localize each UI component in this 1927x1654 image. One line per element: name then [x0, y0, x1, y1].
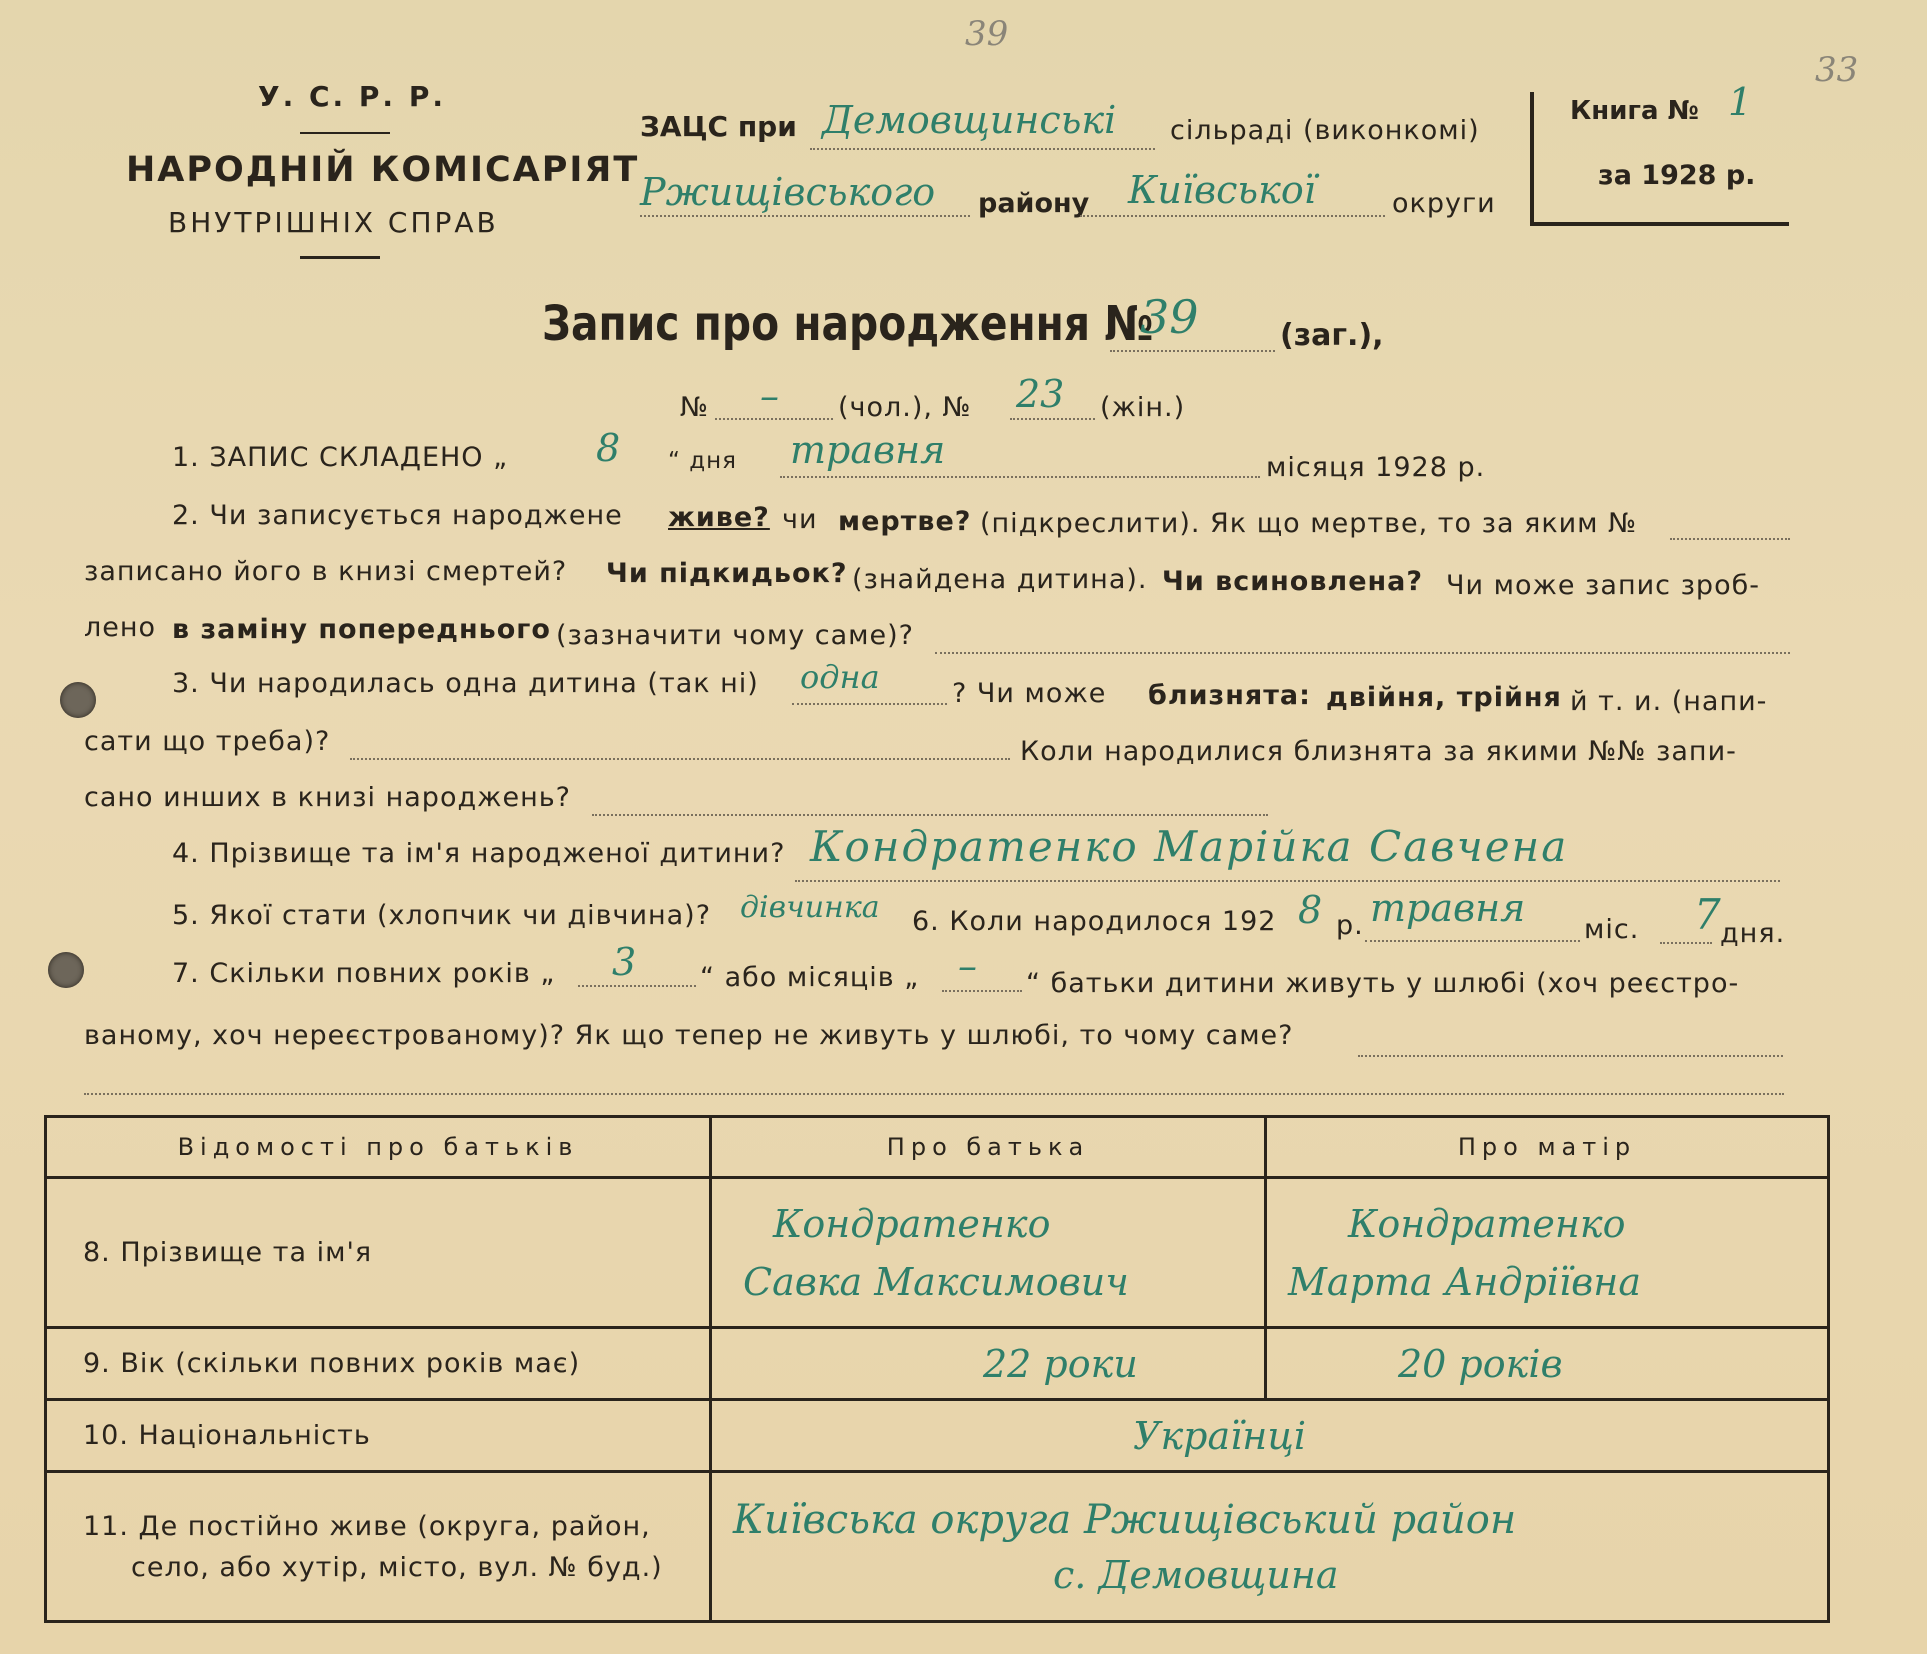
- pencil-number-corner: 33: [1815, 50, 1859, 90]
- q3-line1b: ? Чи може: [952, 678, 1107, 709]
- dotted-line: [1660, 942, 1712, 944]
- dotted-line: [1670, 538, 1790, 540]
- dotted-line: [1365, 940, 1580, 942]
- q7-years: 3: [612, 940, 637, 984]
- book-number: 1: [1728, 80, 1753, 124]
- nationality-value: Українці: [1133, 1413, 1306, 1458]
- dotted-line: [1110, 350, 1275, 352]
- zags-village: Демовщинські: [822, 98, 1117, 142]
- q2-line2b: (знайдена дитина).: [852, 564, 1148, 595]
- dotted-line: [792, 703, 947, 705]
- q3-line1c: й т. и. (напи-: [1570, 686, 1768, 717]
- mother-name-cell: [1266, 1178, 1829, 1328]
- dotted-line: [1358, 1055, 1783, 1057]
- q2-line1b: (підкреслити). Як що мертве, то за яким №: [980, 508, 1638, 539]
- dotted-line: [795, 880, 1780, 882]
- dotted-line: [1010, 418, 1095, 420]
- q2-or: чи: [782, 504, 818, 535]
- q4-label: 4. Прізвище та ім'я народженої дитини?: [172, 838, 786, 869]
- dotted-line: [810, 148, 1155, 150]
- q2-replacement: в заміну попереднього: [172, 614, 551, 645]
- dotted-line: [715, 418, 833, 420]
- row-label-residence: [46, 1472, 711, 1622]
- okrug-value: Київської: [1128, 168, 1316, 212]
- mother-age: [1266, 1328, 1829, 1400]
- female-suffix: (жін.): [1100, 392, 1186, 423]
- q2-dead: мертве?: [838, 506, 972, 537]
- q2-line1a: 2. Чи записується народжене: [172, 500, 623, 531]
- book-year: за 1928 р.: [1598, 160, 1756, 191]
- q3-line2a: сати що треба)?: [84, 726, 331, 757]
- q2-alive: живе?: [668, 502, 770, 533]
- header-parents-info: Відомості про батьків: [46, 1117, 711, 1178]
- dotted-line: [640, 215, 970, 217]
- q1-day-label: “ дня: [668, 448, 738, 474]
- dotted-line: [350, 758, 1010, 760]
- q1-label: 1. ЗАПИС СКЛАДЕНО „: [172, 442, 509, 473]
- book-label: Книга №: [1570, 96, 1699, 126]
- q4-value: Кондратенко Марійка Савчена: [810, 822, 1569, 871]
- table-row: [46, 1400, 1829, 1472]
- residence-value-line1: Київська округа Ржищівський район: [733, 1496, 1517, 1543]
- dotted-line: [942, 990, 1022, 992]
- q6-month: травня: [1370, 886, 1526, 930]
- zags-prefix: ЗАЦС при: [640, 110, 797, 143]
- q3-line1a: 3. Чи народилась одна дитина (так ні): [172, 668, 759, 699]
- department-heading: ВНУТРІШНІХ СПРАВ: [168, 206, 499, 239]
- q3-double: двійня, трійня: [1326, 682, 1562, 713]
- q6-label: 6. Коли народилося 192: [912, 906, 1277, 937]
- father-name-cell: [711, 1178, 1266, 1328]
- residence-value-line2: с. Демовщина: [1053, 1552, 1339, 1597]
- row-label-age: 9. Вік (скільки повних років має): [46, 1328, 711, 1400]
- female-value: 23: [1016, 372, 1065, 416]
- q6-month-suffix: міс.: [1584, 914, 1640, 945]
- dotted-line: [1080, 215, 1385, 217]
- male-suffix: (чол.), №: [838, 392, 972, 423]
- mother-given-name: Марта Андріївна: [1288, 1259, 1641, 1304]
- q2-foundling: Чи підкидьок?: [606, 558, 848, 589]
- commissariat-heading: НАРОДНІЙ КОМІСАРІЯТ: [126, 150, 640, 190]
- q7-line1a: 7. Скільки повних років „: [172, 958, 556, 989]
- residence-label-line2: село, або хутір, місто, вул. № буд.): [131, 1551, 663, 1583]
- q2-line3b: (зазначити чому саме)?: [556, 620, 914, 651]
- q7-line1b: “ або місяців „: [700, 962, 920, 993]
- header-mother: Про матір: [1266, 1117, 1829, 1178]
- q1-suffix: місяця 1928 р.: [1266, 452, 1486, 483]
- record-title: Запис про народження №: [542, 296, 1154, 352]
- male-label: №: [680, 392, 710, 423]
- dotted-line: [578, 985, 696, 987]
- father-age-value: 22 роки: [983, 1341, 1138, 1386]
- parents-table: [44, 1115, 1830, 1623]
- mother-age-value: 20 років: [1398, 1341, 1563, 1386]
- table-row: [46, 1178, 1829, 1328]
- q7-months: –: [958, 944, 977, 988]
- q2-adopted: Чи всиновлена?: [1162, 566, 1424, 597]
- dotted-line: [780, 476, 1260, 478]
- q6-year-suffix: р.: [1336, 910, 1364, 941]
- residence-label-line1: 11. Де постійно живе (округа, район,: [83, 1510, 651, 1542]
- residence-cell: [711, 1472, 1829, 1622]
- q2-line2c: Чи може запис зроб-: [1446, 570, 1760, 601]
- q5-value: дівчинка: [740, 890, 880, 925]
- table-row: [46, 1472, 1829, 1622]
- q5-label: 5. Якої стати (хлопчик чи дівчина)?: [172, 900, 712, 931]
- q3-value: одна: [800, 658, 880, 696]
- q2-line2a: записано його в книзі смертей?: [84, 556, 568, 587]
- country-heading: У. С. Р. Р.: [258, 80, 446, 113]
- record-general: (заг.),: [1280, 318, 1384, 353]
- zags-suffix: сільраді (виконкомі): [1170, 115, 1480, 146]
- father-age: [711, 1328, 1266, 1400]
- header-father: Про батька: [711, 1117, 1266, 1178]
- father-given-name: Савка Максимович: [743, 1259, 1129, 1304]
- divider: [300, 256, 380, 259]
- row-label-nationality: 10. Національність: [46, 1400, 711, 1472]
- q6-day: 7: [1694, 890, 1721, 939]
- q6-day-suffix: дня.: [1720, 918, 1786, 949]
- dotted-line: [935, 652, 1790, 654]
- row-label-name: 8. Прізвище та ім'я: [46, 1178, 711, 1328]
- district-value: Ржищівського: [640, 170, 936, 214]
- q7-line1c: “ батьки дитини живуть у шлюбі (хоч реєстро-: [1026, 968, 1740, 999]
- pencil-number-top: 39: [965, 14, 1009, 54]
- okrug-label: округи: [1392, 188, 1496, 219]
- father-surname: Кондратенко: [773, 1201, 1051, 1246]
- divider: [300, 132, 390, 134]
- male-value: –: [760, 374, 779, 418]
- q7-line2: ваному, хоч нереєстрованому)? Як що тепер не живуть у шлюбі, то чому саме?: [84, 1020, 1294, 1051]
- q3-line3a: сано инших в книзі народжень?: [84, 782, 571, 813]
- dotted-line: [592, 814, 1268, 816]
- q2-line3a: лено: [84, 612, 157, 643]
- q1-month: травня: [790, 428, 946, 472]
- punch-hole: [48, 952, 84, 988]
- record-number: 39: [1140, 290, 1199, 344]
- table-header-row: [46, 1117, 1829, 1178]
- q3-line2b: Коли народилися близнята за якими №№ запи-: [1020, 736, 1737, 767]
- q6-year-digit: 8: [1298, 888, 1323, 932]
- mother-surname: Кондратенко: [1348, 1201, 1626, 1246]
- nationality-cell: [711, 1400, 1829, 1472]
- table-row: [46, 1328, 1829, 1400]
- dotted-line: [84, 1093, 1784, 1095]
- punch-hole: [60, 682, 96, 718]
- q1-day: 8: [596, 426, 621, 470]
- q3-twins: близнята:: [1148, 680, 1311, 711]
- district-label: району: [978, 188, 1090, 219]
